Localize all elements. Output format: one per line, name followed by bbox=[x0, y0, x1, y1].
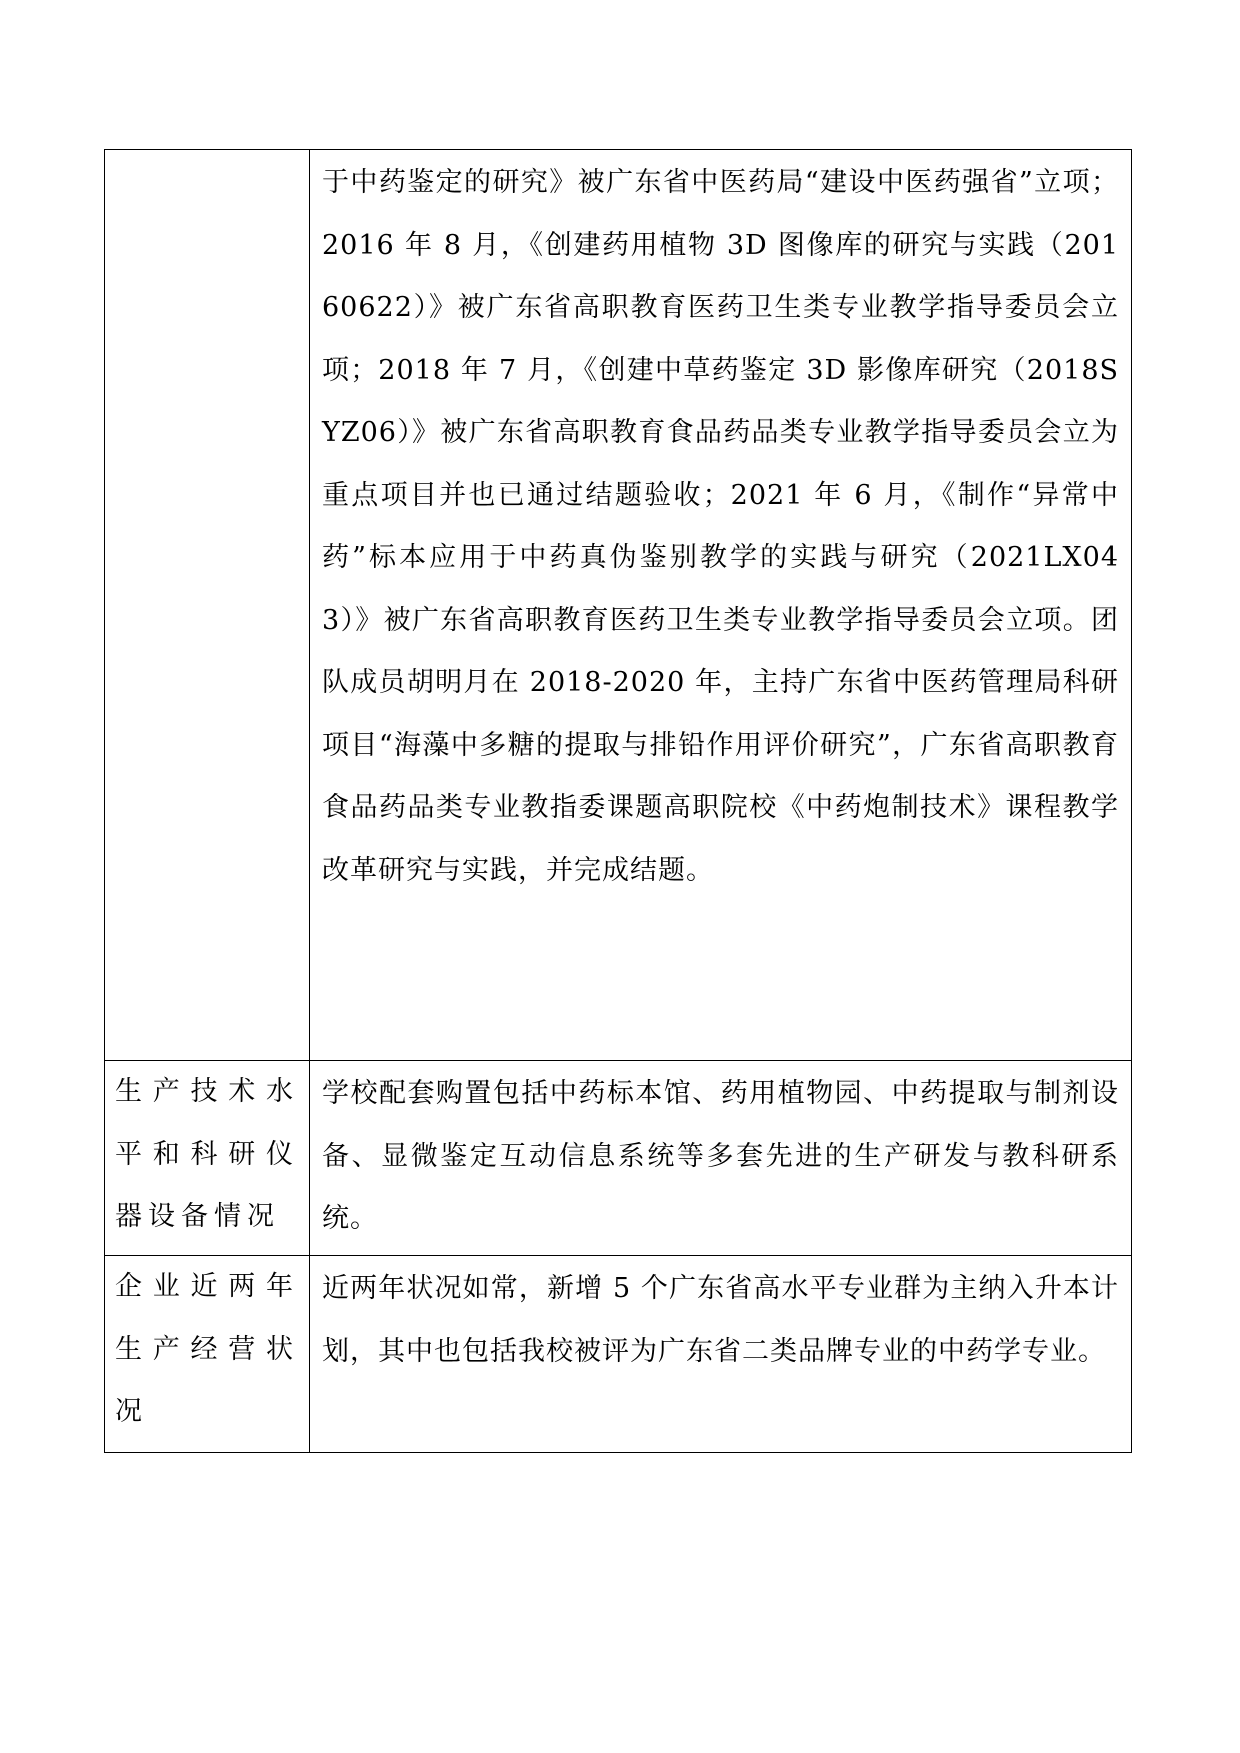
operations-label: 企业近两年生产经营状况 bbox=[105, 1256, 310, 1453]
research-projects-content: 于中药鉴定的研究》被广东省中医药局“建设中医药强省”立项；2016 年 8 月，《创建药用植物 3D 图像库的研究与实践（20160622）》被广东省高职教育医药卫生类专业教学指导委员会立项；2018 年 7 月，《创建中草药鉴定 3D 影像库研究（2018SYZ06）》被广东省高职教育食品药品类专业教学指导委员会立为重点项目并也已通过结题验收；2021 年 6 月，《制作“异常中药”标本应用于中药真伪鉴别教学的实践与研究（2021LX043）》被广东省高职教育医药卫生类专业教学指导委员会立项。团队成员胡明月在 2018-2020 年，主持广东省中医药管理局科研项目“海藻中多糖的提取与排铅作用评价研究”，广东省高职教育食品药品类专业教指委课题高职院校《中药炮制技术》课程教学改革研究与实践，并完成结题。 bbox=[310, 150, 1132, 1061]
table-row bbox=[105, 1256, 1132, 1453]
row-label-empty bbox=[105, 150, 310, 1061]
info-table bbox=[104, 149, 1132, 1453]
operations-content: 近两年状况如常，新增 5 个广东省高水平专业群为主纳入升本计划，其中也包括我校被评为广东省二类品牌专业的中药学专业。 bbox=[310, 1256, 1132, 1453]
equipment-content: 学校配套购置包括中药标本馆、药用植物园、中药提取与制剂设备、显微鉴定互动信息系统等多套先进的生产研发与教科研系统。 bbox=[310, 1061, 1132, 1256]
equipment-label: 生产技术水平和科研仪器设备情况 bbox=[105, 1061, 310, 1256]
table-row bbox=[105, 150, 1132, 1061]
table-row bbox=[105, 1061, 1132, 1256]
